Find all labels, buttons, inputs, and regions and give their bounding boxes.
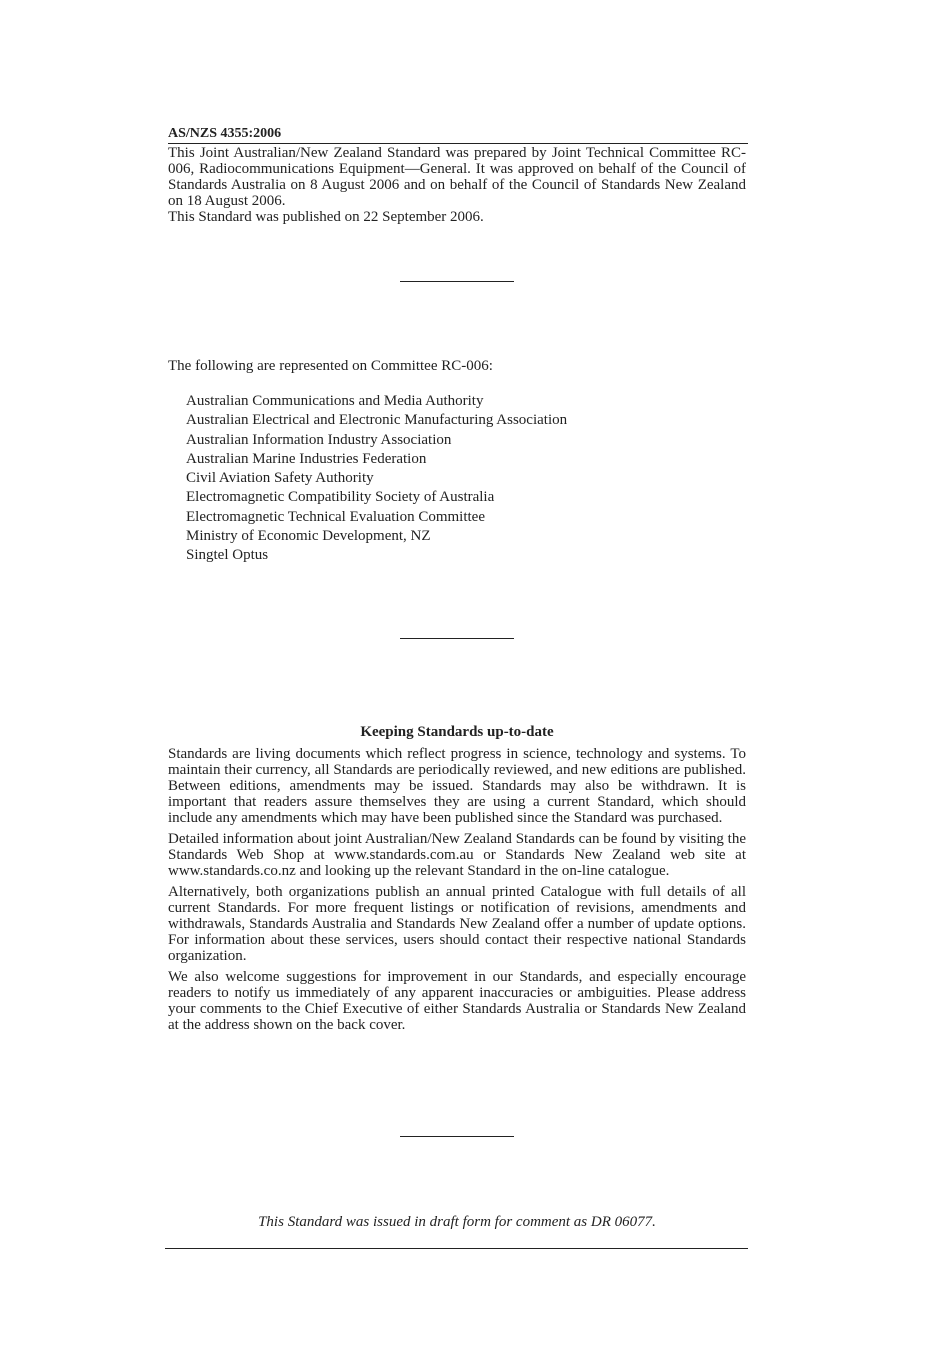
section-heading: Keeping Standards up-to-date [360,724,554,740]
section-divider [400,638,514,639]
committee-member: Australian Information Industry Association [186,431,452,448]
publication-date-paragraph: This Standard was published on 22 September 2006. [168,209,484,225]
committee-member-list [186,392,567,565]
committee-member: Australian Electrical and Electronic Manufacturing Association [186,412,568,429]
section-divider [400,1136,514,1137]
committee-lead: The following are represented on Committee RC-006: [168,358,493,374]
updates-body [168,746,746,1038]
body-paragraph: Detailed information about joint Australian/New Zealand Standards can be found by visiting the Standards Web Shop at www.standards.com.au or Standards New Zealand web site at www.standards.co.nz and looking up the relevant Standard in the on-line catalogue. [168,831,746,879]
body-paragraph: Alternatively, both organizations publish an annual printed Catalogue with full details of all current Standards. For more frequent listings or notification of revisions, amendments and withdrawals, Standards Australia and Standards New Zealand offer a number of update options. For information about these services, users should contact their respective national Standards organization. [168,884,746,964]
footer-rule [165,1248,748,1249]
committee-member: Electromagnetic Technical Evaluation Committee [186,508,485,525]
intro-block [168,145,746,225]
body-paragraph: Standards are living documents which reflect progress in science, technology and systems. To maintain their currency, all Standards are periodically reviewed, and new editions are published. Between editions, amendments may be issued. Standards may also be withdrawn. It is important that readers assure themselves they are using a current Standard, which should include any amendments which may have been published since the Standard was purchased. [168,746,746,826]
header-rule [168,143,748,144]
committee-member: Singtel Optus [186,547,269,563]
document-page [168,0,746,1345]
section-divider [400,281,514,282]
committee-member: Australian Communications and Media Authority [186,393,484,409]
draft-note: This Standard was issued in draft form for comment as DR 06077. [258,1214,656,1230]
standard-number: AS/NZS 4355:2006 [168,126,282,141]
committee-member: Australian Marine Industries Federation [186,450,427,467]
committee-member: Civil Aviation Safety Authority [186,470,374,486]
committee-member: Electromagnetic Compatibility Society of Australia [186,489,495,506]
intro-paragraph: This Joint Australian/New Zealand Standard was prepared by Joint Technical Committee RC-006, Radiocommunications Equipment—General. It was approved on behalf of the Council of Standards Australia on 8 August 2006 and on behalf of the Council of Standards New Zealand on 18 August 2006. [168,145,746,209]
body-paragraph: We also welcome suggestions for improvement in our Standards, and especially encourage readers to notify us immediately of any apparent inaccuracies or ambiguities. Please address your comments to the Chief Executive of either Standards Australia or Standards New Zealand at the address shown on the back cover. [168,969,746,1033]
committee-member: Ministry of Economic Development, NZ [186,527,431,544]
